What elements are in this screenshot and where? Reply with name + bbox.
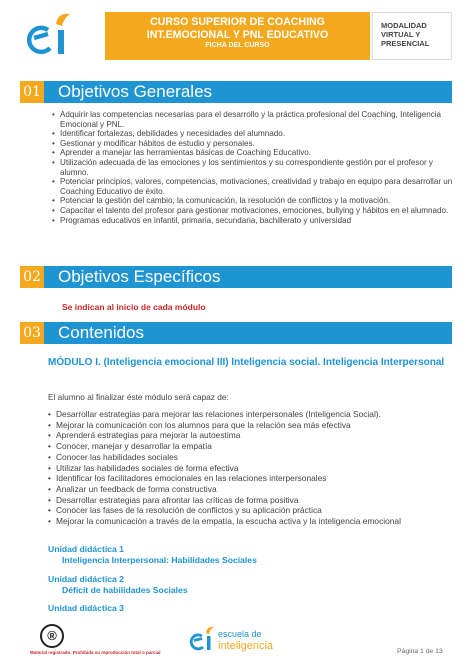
unidad-label: Unidad didáctica 1 [48,544,124,554]
list-item: • Conocer las habilidades sociales [48,452,450,463]
list-item: • Adquirir las competencias necesarias para el desarrollo y la práctica profesional del Coaching, Inteligencia Emocional y PNL. [52,110,454,129]
list-item: • Analizar un feedback de forma constructiva [48,484,450,495]
unidad-label: Unidad didáctica 3 [48,603,124,613]
list-item: • Capacitar el talento del profesor para gestionar motivaciones, emociones, bullying y hábitos en el alumnado. [52,206,454,216]
registered-mark: ® [40,624,64,648]
modality-line: MODALIDAD [381,21,427,30]
list-item: • Mejorar la comunicación a través de la empatía, la escucha activa y la inteligencia emocional [48,516,450,527]
section-header-contenidos [20,322,452,344]
logo-text-escuela: escuela de [218,629,262,639]
escuela-inteligencia-logo [188,624,288,660]
list-item: • Aprender a manejar las herramientas básicas de Coaching Educativo. [52,148,454,158]
section-title: Contenidos [58,323,145,342]
list-item: • Conocer, manejar y desarrollar la empatía [48,441,450,452]
section-title: Objetivos Generales [58,82,213,101]
objetivos-generales-list [52,110,454,225]
course-title-line2: INT.EMOCIONAL Y PNL EDUCATIVO [146,28,329,41]
course-header [105,12,370,60]
course-title-line1: CURSO SUPERIOR DE COACHING [150,16,325,28]
list-item: • Potenciar la gestión del cambio, la comunicación, la resolución de conflictos y la motivación. [52,196,454,206]
section-header-objetivos-generales [20,81,452,103]
ei-logo-icon [18,8,74,60]
logo-text-inteligencia: inteligencia [218,640,274,652]
modulo-intro: El alumno al finalizar éste módulo será capaz de: [48,392,229,402]
unidad-title: Inteligencia Interpersonal: Habilidades Sociales [62,555,257,565]
list-item: • Desarrollar estrategias para mejorar las relaciones interpersonales (Inteligencia Social). [48,409,450,420]
modality-line: VIRTUAL Y [381,30,421,39]
list-item: • Desarrollar estrategias para afrontar las críticas de forma positiva [48,495,450,506]
modality-box [372,12,452,60]
list-item: • Aprenderá estrategias para mejorar la autoestima [48,430,450,441]
section-number: 01 [20,81,44,103]
modality-line: PRESENCIAL [381,39,430,48]
unidad-label: Unidad didáctica 2 [48,574,124,584]
copyright-note: Material registrado. Prohibida su reproducción total o parcial [30,650,161,655]
section-number: 03 [20,322,44,344]
list-item: • Identificar fortalezas, debilidades y necesidades del alumnado. [52,129,454,139]
modulo-objectives-list [48,409,450,527]
unidad-title: Déficit de habilidades Sociales [62,585,188,595]
list-item: • Programas educativos en infantil, primaria, secundaria, bachillerato y universidad [52,216,454,226]
list-item: • Utilización adecuada de las emociones y los sentimientos y su correspondiente gestión por el profesor y alumno. [52,158,454,177]
course-subtitle: FICHA DEL CURSO [205,42,270,49]
list-item: • Mejorar la comunicación con los alumnos para que la relación sea más efectiva [48,420,450,431]
section-number: 02 [20,266,44,288]
list-item: • Gestionar y modificar hábitos de estudio y personales. [52,139,454,149]
list-item: • Potenciar principios, valores, competencias, motivaciones, creatividad y trabajo en equipo para desarrollar un Coaching Educativo de éxito. [52,177,454,196]
list-item: • Identificar los facilitadores emocionales en las relaciones interpersonales [48,473,450,484]
ei-logo-icon [191,627,214,650]
list-item: • Conocer las fases de la resolución de conflictos y su aplicación práctica [48,505,450,516]
especificos-note: Se indican al inicio de cada módulo [62,302,206,312]
section-title: Objetivos Específicos [58,267,221,286]
section-header-objetivos-especificos [20,266,452,288]
page-number: Página 1 de 13 [397,648,443,655]
modulo-title: MÓDULO I. (Inteligencia emocional III) Inteligencia social. Inteligencia Interpersonal [48,357,445,368]
list-item: • Utilizar las habilidades sociales de forma efectiva [48,463,450,474]
